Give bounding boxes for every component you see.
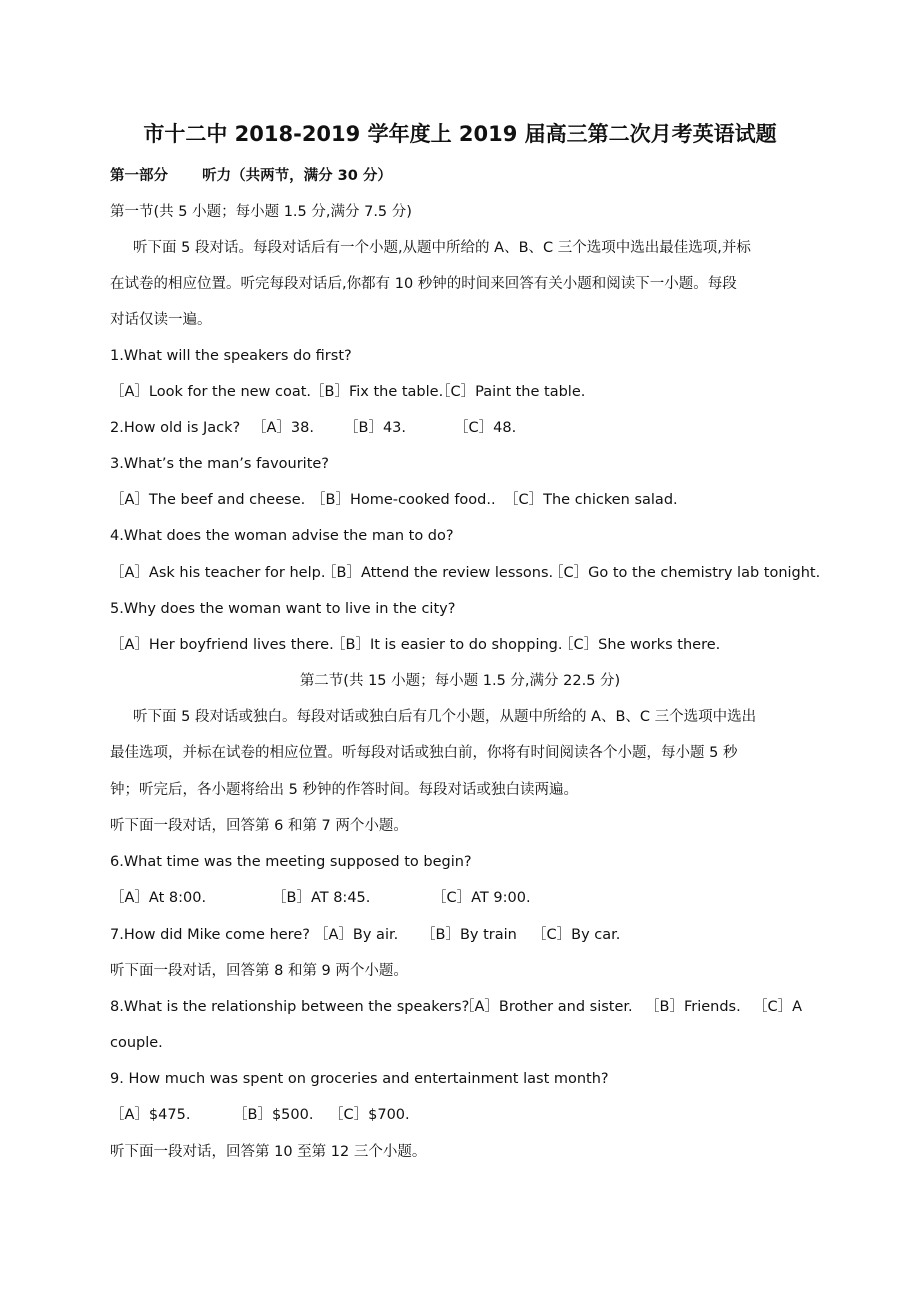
option-a: ［A］The beef and cheese. <box>110 492 306 508</box>
section1-instructions-line1: 听下面 5 段对话。每段对话后有一个小题,从题中所给的 A、B、C 三个选项中选出最佳选项,并标 <box>133 240 751 256</box>
option-a: ［A］Look for the new coat. <box>110 384 312 400</box>
option-a: ［A］Brother and sister. <box>460 999 633 1015</box>
question-3-options <box>110 490 678 510</box>
option-c: ［C］The chicken salad. <box>504 492 678 508</box>
option-c: ［C］$700. <box>329 1107 410 1123</box>
question-1-options <box>110 382 585 402</box>
question-8-line <box>110 997 802 1017</box>
option-b: ［B］AT 8:45. <box>272 890 371 906</box>
option-b: ［B］It is easier to do shopping. <box>331 637 563 653</box>
option-b: ［B］By train <box>421 927 517 943</box>
page-title: 市十二中 2018-2019 学年度上 2019 届高三第二次月考英语试题 <box>143 122 777 146</box>
group-8-9-instruction: 听下面一段对话，回答第 8 和第 9 两个小题。 <box>110 963 408 979</box>
question-8: 8.What is the relationship between the speakers? <box>110 999 470 1015</box>
question-9-number: 9. <box>110 1071 124 1087</box>
option-a: ［A］38. <box>252 420 314 436</box>
option-c: ［C］Paint the table. <box>436 384 586 400</box>
option-a: ［A］By air. <box>314 927 399 943</box>
section1-instructions-line3: 对话仅读一遍。 <box>110 312 212 328</box>
part1-heading: 第一部分 <box>110 168 168 184</box>
question-4-options <box>110 563 820 583</box>
option-c: ［C］Go to the chemistry lab tonight. <box>549 565 821 581</box>
section2-instructions-line3: 钟；听完后，各小题将给出 5 秒钟的作答时间。每段对话或独白读两遍。 <box>110 782 578 798</box>
question-2-line <box>110 418 516 438</box>
question-1: 1.What will the speakers do first? <box>110 348 352 364</box>
option-c: ［C］48. <box>454 420 517 436</box>
section2-instructions-line1: 听下面 5 段对话或独白。每段对话或独白后有几个小题，从题中所给的 A、B、C 三个选项中选出 <box>133 709 757 725</box>
question-3: 3.What’s the man’s favourite? <box>110 456 330 472</box>
option-c: ［C］A <box>753 999 803 1015</box>
option-b: ［B］$500. <box>233 1107 314 1123</box>
question-8-option-c-continued: couple. <box>110 1035 163 1051</box>
part1-heading-line <box>110 166 392 186</box>
option-b: ［B］Fix the table. <box>310 384 444 400</box>
group-10-12-instruction: 听下面一段对话，回答第 10 至第 12 三个小题。 <box>110 1144 427 1160</box>
question-6-options <box>110 888 531 908</box>
section2-instructions-line2: 最佳选项，并标在试卷的相应位置。听每段对话或独白前，你将有时间阅读各个小题，每小题 5 秒 <box>110 745 738 761</box>
section1-heading: 第一节(共 5 小题；每小题 1.5 分,满分 7.5 分) <box>110 204 412 220</box>
option-a: ［A］Ask his teacher for help. <box>110 565 326 581</box>
option-b: ［B］43. <box>344 420 407 436</box>
question-7: 7.How did Mike come here? <box>110 927 310 943</box>
option-c: ［C］By car. <box>532 927 621 943</box>
part1-subheading: 听力（共两节，满分 30 分） <box>202 168 392 184</box>
question-5: 5.Why does the woman want to live in the city? <box>110 601 456 617</box>
question-5-options <box>110 635 720 655</box>
option-a: ［A］Her boyfriend lives there. <box>110 637 334 653</box>
question-2: 2.How old is Jack? <box>110 420 241 436</box>
option-b: ［B］Home-cooked food.. <box>311 492 496 508</box>
group-6-7-instruction: 听下面一段对话，回答第 6 和第 7 两个小题。 <box>110 818 408 834</box>
option-b: ［B］Friends. <box>645 999 741 1015</box>
question-9-options <box>110 1105 410 1125</box>
option-a: ［A］$475. <box>110 1107 191 1123</box>
option-c: ［C］She works there. <box>559 637 721 653</box>
option-c: ［C］AT 9:00. <box>432 890 531 906</box>
option-a: ［A］At 8:00. <box>110 890 207 906</box>
question-4: 4.What does the woman advise the man to do? <box>110 528 454 544</box>
section2-heading: 第二节(共 15 小题；每小题 1.5 分,满分 22.5 分) <box>299 673 621 689</box>
question-9: How much was spent on groceries and entertainment last month? <box>128 1071 609 1087</box>
option-b: ［B］Attend the review lessons. <box>322 565 554 581</box>
question-9-line <box>110 1069 609 1089</box>
question-7-line <box>110 925 620 945</box>
question-6: 6.What time was the meeting supposed to begin? <box>110 854 472 870</box>
section1-instructions-line2: 在试卷的相应位置。听完每段对话后,你都有 10 秒钟的时间来回答有关小题和阅读下一小题。每段 <box>110 276 737 292</box>
